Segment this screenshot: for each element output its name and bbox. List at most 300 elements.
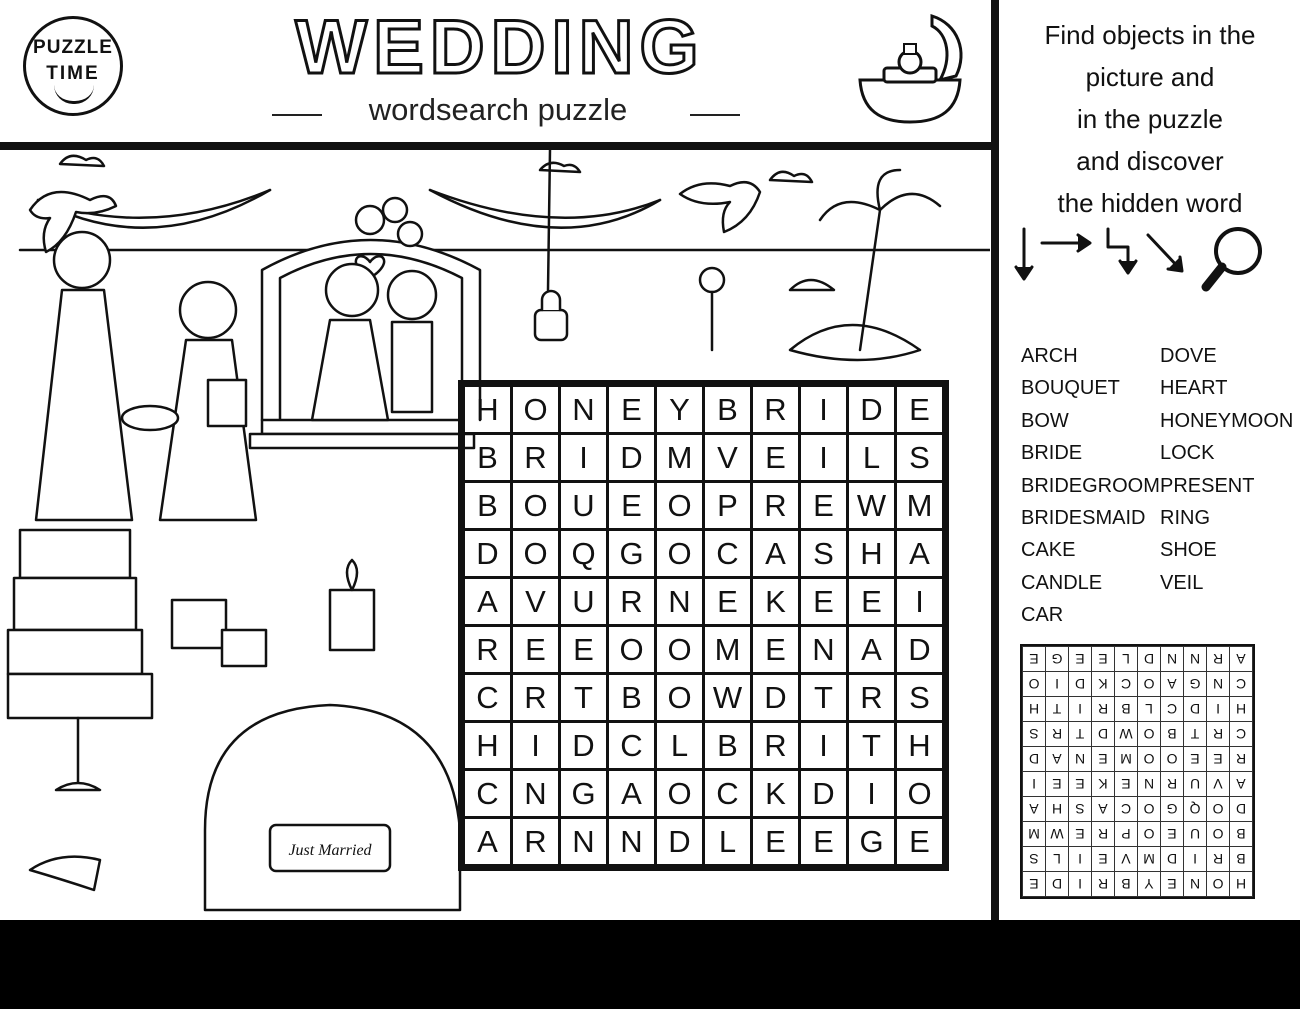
stage-step: [250, 434, 474, 448]
grid-row: [464, 434, 944, 482]
grid-cell[interactable]: E: [752, 818, 800, 866]
logo-line-2: TIME: [46, 63, 100, 84]
grid-cell[interactable]: C: [704, 770, 752, 818]
answer-key-cell: S: [1023, 847, 1046, 872]
answer-key-cell: A: [1092, 797, 1115, 822]
grid-cell[interactable]: E: [800, 578, 848, 626]
grid-cell[interactable]: L: [656, 722, 704, 770]
grid-cell[interactable]: O: [512, 386, 560, 434]
answer-key-cell: E: [1023, 647, 1046, 672]
instruction-line: picture and: [1085, 62, 1215, 92]
answer-key-cell: O: [1138, 747, 1161, 772]
grid-cell[interactable]: D: [608, 434, 656, 482]
answer-key-cell: U: [1184, 772, 1207, 797]
grid-row: [464, 770, 944, 818]
answer-key-cell: S: [1023, 722, 1046, 747]
license-plate-text: Just Married: [288, 842, 372, 859]
answer-key-cell: O: [1138, 822, 1161, 847]
answer-key-cell: N: [1184, 647, 1207, 672]
answer-key-cell: O: [1207, 872, 1230, 897]
answer-key-cell: R: [1207, 647, 1230, 672]
present: [172, 600, 226, 648]
cake-tier: [14, 578, 136, 630]
grid-cell[interactable]: K: [752, 770, 800, 818]
grid-cell[interactable]: M: [896, 482, 944, 530]
groom-suit: [392, 322, 432, 412]
answer-key-cell: N: [1207, 672, 1230, 697]
sidebar-divider: [991, 0, 999, 920]
answer-key-cell: T: [1069, 722, 1092, 747]
answer-key-cell: E: [1023, 872, 1046, 897]
answer-key-cell: R: [1207, 722, 1230, 747]
grid-cell[interactable]: H: [464, 386, 512, 434]
word-list-left: [1021, 340, 1160, 632]
answer-key-cell: B: [1161, 722, 1184, 747]
grid-cell[interactable]: E: [800, 482, 848, 530]
word-list-item: VEIL: [1160, 571, 1204, 594]
answer-key-row: [1023, 747, 1253, 772]
answer-key-cell: H: [1046, 797, 1069, 822]
grid-cell[interactable]: M: [656, 434, 704, 482]
answer-key-cell: U: [1184, 822, 1207, 847]
answer-key-cell: E: [1161, 872, 1184, 897]
bridesmaid-head: [54, 232, 110, 288]
grid-cell[interactable]: Y: [656, 386, 704, 434]
word-list-item: LOCK: [1160, 442, 1215, 465]
grid-cell[interactable]: D: [464, 530, 512, 578]
cake-tier: [8, 630, 142, 674]
word-list-item: BRIDEGROOM: [1021, 474, 1160, 497]
grid-cell[interactable]: N: [560, 818, 608, 866]
grid-cell[interactable]: B: [464, 434, 512, 482]
word-list-right: [1160, 340, 1293, 599]
grid-cell[interactable]: I: [800, 386, 848, 434]
answer-key-cell: I: [1184, 847, 1207, 872]
word-list-item: PRESENT: [1160, 474, 1255, 497]
page-subtitle: wordsearch puzzle: [368, 92, 628, 127]
grid-cell[interactable]: D: [800, 770, 848, 818]
grid-cell[interactable]: N: [560, 386, 608, 434]
answer-key-cell: I: [1069, 872, 1092, 897]
grid-cell[interactable]: C: [464, 770, 512, 818]
answer-key-cell: G: [1161, 797, 1184, 822]
cake-stand: [8, 674, 152, 718]
grid-cell[interactable]: O: [608, 626, 656, 674]
grid-cell[interactable]: H: [848, 530, 896, 578]
padlock: [535, 310, 567, 340]
grid-cell[interactable]: Q: [560, 530, 608, 578]
answer-key-cell: E: [1207, 747, 1230, 772]
grid-cell[interactable]: N: [608, 818, 656, 866]
answer-key-row: [1023, 772, 1253, 797]
answer-key-cell: D: [1023, 747, 1046, 772]
answer-key-cell: L: [1138, 697, 1161, 722]
word-list-item: CANDLE: [1021, 571, 1103, 594]
grid-cell[interactable]: C: [704, 530, 752, 578]
grid-cell[interactable]: R: [752, 482, 800, 530]
grid-cell[interactable]: E: [848, 578, 896, 626]
answer-key-cell: I: [1046, 672, 1069, 697]
answer-key-cell: O: [1138, 672, 1161, 697]
stage-step: [262, 420, 462, 434]
grid-cell[interactable]: L: [848, 434, 896, 482]
bridesmaid-dress: [36, 290, 132, 520]
answer-key-cell: E: [1115, 772, 1138, 797]
cake-tier: [20, 530, 130, 578]
grid-cell[interactable]: G: [560, 770, 608, 818]
clipboard: [208, 380, 246, 426]
candle-flame: [347, 560, 357, 590]
answer-key-cell: W: [1115, 722, 1138, 747]
grid-cell[interactable]: T: [848, 722, 896, 770]
grid-cell[interactable]: G: [848, 818, 896, 866]
grid-cell[interactable]: N: [512, 770, 560, 818]
logo-smile: [54, 85, 94, 104]
grid-cell[interactable]: A: [848, 626, 896, 674]
subtitle-rule-right: [690, 114, 740, 116]
grid-cell[interactable]: U: [560, 578, 608, 626]
grid-cell[interactable]: A: [464, 818, 512, 866]
answer-key-cell: O: [1138, 722, 1161, 747]
footer-bar: [0, 920, 1300, 1009]
grid-cell[interactable]: R: [848, 674, 896, 722]
instruction-line: and discover: [1076, 146, 1224, 176]
answer-key-cell: E: [1184, 747, 1207, 772]
grid-cell[interactable]: S: [896, 434, 944, 482]
answer-key-cell: R: [1230, 747, 1253, 772]
grid-cell[interactable]: E: [752, 434, 800, 482]
answer-key-cell: E: [1069, 772, 1092, 797]
ring-box-small: [122, 406, 178, 430]
answer-key-cell: A: [1023, 797, 1046, 822]
answer-key-cell: T: [1046, 697, 1069, 722]
grid-cell[interactable]: U: [560, 482, 608, 530]
bridesmaid-head: [180, 282, 236, 338]
answer-key-cell: O: [1138, 797, 1161, 822]
dove: [680, 182, 760, 232]
grid-cell[interactable]: E: [896, 386, 944, 434]
grid-cell[interactable]: N: [800, 626, 848, 674]
grid-cell[interactable]: I: [560, 434, 608, 482]
grid-cell[interactable]: I: [800, 434, 848, 482]
grid-cell[interactable]: E: [752, 626, 800, 674]
answer-key-row: [1023, 872, 1253, 897]
word-list-item: CAKE: [1021, 539, 1076, 562]
grid-cell[interactable]: O: [656, 626, 704, 674]
answer-key-cell: P: [1115, 822, 1138, 847]
word-list-item: BRIDESMAID: [1021, 506, 1146, 529]
answer-key-row: [1023, 847, 1253, 872]
word-list-item: BRIDE: [1021, 442, 1083, 465]
grid-cell[interactable]: O: [656, 530, 704, 578]
answer-key-row: [1023, 822, 1253, 847]
answer-key-cell: O: [1161, 747, 1184, 772]
grid-cell[interactable]: D: [752, 674, 800, 722]
answer-key-cell: N: [1161, 647, 1184, 672]
answer-key-cell: C: [1115, 797, 1138, 822]
grid-cell[interactable]: O: [512, 530, 560, 578]
answer-key-cell: Q: [1184, 797, 1207, 822]
grid-cell[interactable]: R: [464, 626, 512, 674]
answer-key-cell: N: [1138, 772, 1161, 797]
answer-key-cell: G: [1046, 647, 1069, 672]
ring-box-icon: [840, 10, 980, 130]
cake-stand-base: [56, 783, 100, 790]
wordsearch-grid: [462, 384, 945, 867]
arrow-zigzag-icon: [1108, 229, 1136, 273]
grid-cell[interactable]: T: [560, 674, 608, 722]
cloud: [770, 172, 812, 182]
key: [700, 268, 724, 292]
grid-cell[interactable]: W: [848, 482, 896, 530]
grid-cell[interactable]: E: [800, 818, 848, 866]
answer-key-cell: G: [1184, 672, 1207, 697]
answer-key-cell: R: [1092, 697, 1115, 722]
answer-key-cell: D: [1046, 872, 1069, 897]
answer-key-cell: E: [1161, 822, 1184, 847]
answer-key-cell: O: [1207, 797, 1230, 822]
grid-row: [464, 674, 944, 722]
logo-line-1: PUZZLE: [33, 37, 113, 58]
answer-key-row: [1023, 697, 1253, 722]
answer-key-row: [1023, 797, 1253, 822]
direction-arrows: [1012, 225, 1282, 300]
answer-key-cell: H: [1230, 697, 1253, 722]
answer-key-cell: I: [1207, 697, 1230, 722]
grid-cell[interactable]: R: [752, 386, 800, 434]
grid-row: [464, 386, 944, 434]
header-divider: [0, 142, 993, 150]
grid-row: [464, 482, 944, 530]
arrow-diagonal-icon: [1148, 235, 1182, 271]
word-list-item: ARCH: [1021, 345, 1078, 367]
word-list-item: CAR: [1021, 604, 1064, 627]
answer-key-row: [1023, 672, 1253, 697]
answer-key-cell: C: [1161, 697, 1184, 722]
beach-umbrella: [790, 280, 834, 290]
answer-key-cell: D: [1092, 722, 1115, 747]
answer-key-cell: R: [1092, 872, 1115, 897]
grid-cell[interactable]: D: [896, 626, 944, 674]
groom-head: [388, 271, 436, 319]
grid-cell[interactable]: H: [464, 722, 512, 770]
answer-key-cell: O: [1023, 672, 1046, 697]
answer-key-cell: R: [1092, 822, 1115, 847]
word-list: [1021, 340, 1297, 630]
answer-key-cell: B: [1115, 872, 1138, 897]
grid-cell[interactable]: T: [800, 674, 848, 722]
answer-key-cell: H: [1230, 872, 1253, 897]
answer-key-cell: Y: [1138, 872, 1161, 897]
answer-key-cell: V: [1207, 772, 1230, 797]
grid-cell[interactable]: O: [656, 770, 704, 818]
grid-row: [464, 530, 944, 578]
answer-key-cell: I: [1069, 697, 1092, 722]
answer-key-cell: D: [1138, 647, 1161, 672]
answer-key-cell: B: [1230, 847, 1253, 872]
grid-cell[interactable]: A: [896, 530, 944, 578]
answer-key-cell: K: [1092, 672, 1115, 697]
grid-cell[interactable]: O: [656, 482, 704, 530]
grid-cell[interactable]: R: [512, 434, 560, 482]
answer-key-cell: M: [1023, 822, 1046, 847]
answer-key-cell: D: [1230, 797, 1253, 822]
grid-cell[interactable]: E: [512, 626, 560, 674]
answer-key-cell: E: [1092, 747, 1115, 772]
answer-key-cell: A: [1230, 772, 1253, 797]
answer-key-cell: K: [1092, 772, 1115, 797]
answer-key-cell: T: [1184, 722, 1207, 747]
grid-cell[interactable]: E: [608, 482, 656, 530]
grid-cell[interactable]: V: [512, 578, 560, 626]
arrow-down-icon: [1016, 229, 1032, 279]
grid-cell[interactable]: V: [704, 434, 752, 482]
answer-key-cell: S: [1069, 797, 1092, 822]
answer-key-grid: [1022, 646, 1253, 897]
answer-key-cell: D: [1069, 672, 1092, 697]
bride-head: [326, 264, 378, 316]
answer-key-cell: R: [1161, 772, 1184, 797]
puzzle-time-logo: [23, 16, 123, 116]
answer-key-cell: E: [1092, 847, 1115, 872]
grid-cell[interactable]: B: [608, 674, 656, 722]
grid-cell[interactable]: D: [656, 818, 704, 866]
answer-key-cell: M: [1138, 847, 1161, 872]
arch-flower: [383, 198, 407, 222]
grid-cell[interactable]: M: [704, 626, 752, 674]
grid-cell[interactable]: D: [560, 722, 608, 770]
answer-key-cell: E: [1069, 822, 1092, 847]
grid-cell[interactable]: E: [608, 386, 656, 434]
grid-cell[interactable]: H: [896, 722, 944, 770]
grid-cell[interactable]: O: [512, 482, 560, 530]
answer-key-cell: V: [1115, 847, 1138, 872]
word-list-item: HEART: [1160, 377, 1228, 400]
answer-key-cell: E: [1069, 647, 1092, 672]
answer-key-cell: N: [1069, 747, 1092, 772]
grid-cell[interactable]: C: [464, 674, 512, 722]
word-list-item: BOUQUET: [1021, 377, 1120, 400]
grid-cell[interactable]: E: [704, 578, 752, 626]
grid-cell[interactable]: R: [752, 722, 800, 770]
grid-cell[interactable]: E: [560, 626, 608, 674]
grid-cell[interactable]: B: [464, 482, 512, 530]
grid-cell[interactable]: S: [896, 674, 944, 722]
arch-flower: [356, 206, 384, 234]
instructions: [1005, 14, 1295, 224]
candle: [330, 590, 374, 650]
grid-cell[interactable]: G: [608, 530, 656, 578]
grid-cell[interactable]: R: [512, 818, 560, 866]
instruction-line: the hidden word: [1057, 188, 1243, 218]
grid-cell[interactable]: A: [608, 770, 656, 818]
padlock-shackle: [542, 291, 560, 310]
grid-cell[interactable]: B: [704, 722, 752, 770]
grid-cell[interactable]: D: [848, 386, 896, 434]
answer-key-cell: E: [1092, 647, 1115, 672]
answer-key-cell: C: [1115, 672, 1138, 697]
island: [790, 325, 920, 360]
word-list-item: BOW: [1021, 409, 1069, 432]
answer-key-cell: N: [1184, 872, 1207, 897]
word-list-item: HONEYMOON: [1160, 409, 1294, 432]
grid-cell[interactable]: I: [848, 770, 896, 818]
answer-key-cell: R: [1207, 847, 1230, 872]
grid-cell[interactable]: R: [512, 674, 560, 722]
shoes: [30, 857, 100, 890]
bridesmaid-dress: [160, 340, 256, 520]
grid-row: [464, 626, 944, 674]
answer-key-cell: L: [1115, 647, 1138, 672]
answer-key-cell: W: [1046, 822, 1069, 847]
answer-key-cell: C: [1230, 722, 1253, 747]
grid-cell[interactable]: P: [704, 482, 752, 530]
grid-cell[interactable]: C: [608, 722, 656, 770]
grid-cell[interactable]: S: [800, 530, 848, 578]
present: [222, 630, 266, 666]
grid-cell[interactable]: W: [704, 674, 752, 722]
instruction-line: Find objects in the: [1044, 20, 1256, 50]
answer-key-cell: O: [1207, 822, 1230, 847]
grid-cell[interactable]: N: [656, 578, 704, 626]
grid-cell[interactable]: A: [752, 530, 800, 578]
grid-cell[interactable]: O: [656, 674, 704, 722]
answer-key-cell: D: [1184, 697, 1207, 722]
word-list-item: RING: [1160, 506, 1210, 529]
answer-key-row: [1023, 647, 1253, 672]
grid-cell[interactable]: L: [704, 818, 752, 866]
answer-key-cell: M: [1115, 747, 1138, 772]
grid-cell[interactable]: I: [512, 722, 560, 770]
magnifier-icon: [1206, 229, 1260, 287]
answer-key-cell: D: [1161, 847, 1184, 872]
grid-cell[interactable]: I: [800, 722, 848, 770]
grid-row: [464, 722, 944, 770]
grid-row: [464, 818, 944, 866]
grid-cell[interactable]: B: [704, 386, 752, 434]
arrow-right-icon: [1042, 235, 1090, 251]
answer-key-cell: I: [1069, 847, 1092, 872]
answer-key-cell: H: [1023, 697, 1046, 722]
answer-key-cell: E: [1046, 772, 1069, 797]
answer-key-cell: C: [1230, 672, 1253, 697]
grid-row: [464, 578, 944, 626]
page-title: WEDDING: [295, 5, 705, 90]
grid-cell[interactable]: K: [752, 578, 800, 626]
answer-key-cell: R: [1046, 722, 1069, 747]
answer-key-cell: B: [1230, 822, 1253, 847]
cloud: [540, 163, 580, 172]
answer-key-cell: A: [1161, 672, 1184, 697]
answer-key-cell: A: [1046, 747, 1069, 772]
arch-flower: [398, 222, 422, 246]
cloud: [60, 156, 104, 166]
grid-cell[interactable]: I: [896, 578, 944, 626]
word-list-item: SHOE: [1160, 539, 1217, 562]
instruction-line: in the puzzle: [1077, 104, 1223, 134]
grid-cell[interactable]: R: [608, 578, 656, 626]
grid-cell[interactable]: O: [896, 770, 944, 818]
word-list-item: DOVE: [1160, 345, 1217, 367]
answer-key-cell: B: [1115, 697, 1138, 722]
answer-key-cell: L: [1046, 847, 1069, 872]
answer-key-row: [1023, 722, 1253, 747]
grid-cell[interactable]: A: [464, 578, 512, 626]
grid-cell[interactable]: E: [896, 818, 944, 866]
answer-key-cell: A: [1230, 647, 1253, 672]
answer-key-cell: I: [1023, 772, 1046, 797]
wedding-car: [205, 705, 460, 910]
